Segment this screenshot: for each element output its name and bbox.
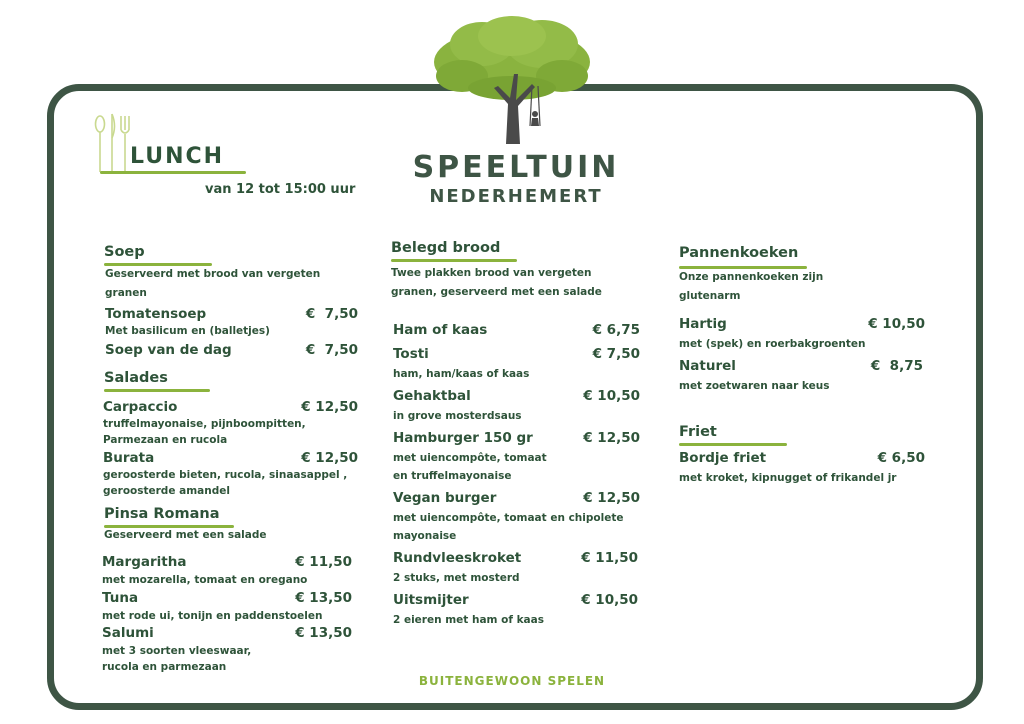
menu-item-price: € 12,50 — [583, 430, 640, 446]
menu-item-name: Tomatensoep — [105, 306, 207, 322]
section-desc: Geserveerd met brood van vergeten — [105, 268, 321, 280]
section-underline — [104, 389, 210, 392]
menu-item-name: Gehaktbal — [393, 388, 471, 404]
menu-item-price: € 10,50 — [868, 316, 925, 332]
menu-item-desc: met kroket, kipnugget of frikandel jr — [679, 472, 897, 484]
menu-item-desc: en truffelmayonaise — [393, 470, 512, 482]
section-underline — [391, 259, 517, 262]
brand-location: NEDERHEMERT — [429, 186, 603, 207]
menu-item-name: Hamburger 150 gr — [393, 430, 533, 446]
menu-item-desc: geroosterde bieten, rucola, sinaasappel , — [103, 469, 348, 481]
menu-item-price: € 12,50 — [301, 450, 358, 466]
footer-tagline: BUITENGEWOON SPELEN — [418, 674, 606, 688]
menu-item-desc: in grove mosterdsaus — [393, 410, 522, 422]
menu-item-price: € 6,50 — [877, 450, 925, 466]
menu-item-desc: met uiencompôte, tomaat — [393, 452, 547, 464]
menu-item-name: Margaritha — [102, 554, 187, 570]
lunch-underline — [100, 171, 246, 174]
menu-item-price: € 6,75 — [592, 322, 640, 338]
menu-item-name: Naturel — [679, 358, 736, 374]
menu-item-desc: met mozarella, tomaat en oregano — [102, 574, 308, 586]
menu-item-name: Tuna — [102, 590, 139, 606]
menu-item-desc: truffelmayonaise, pijnboompitten, — [103, 418, 306, 430]
menu-item-price: € 8,75 — [870, 358, 923, 374]
menu-item-desc: 2 eieren met ham of kaas — [393, 614, 544, 626]
section-desc: granen, geserveerd met een salade — [391, 286, 602, 298]
menu-item-price: € 12,50 — [583, 490, 640, 506]
menu-item-name: Carpaccio — [103, 399, 178, 415]
menu-item-price: € 12,50 — [301, 399, 358, 415]
menu-item-desc: met 3 soorten vleeswaar, — [102, 645, 252, 657]
menu-item-price: € 7,50 — [305, 342, 358, 358]
menu-item-price: € 7,50 — [305, 306, 358, 322]
menu-item-price: € 11,50 — [581, 550, 638, 566]
menu-item-name: Uitsmijter — [393, 592, 469, 608]
menu-item-price: € 10,50 — [581, 592, 638, 608]
menu-item-price: € 13,50 — [295, 625, 352, 641]
section-desc: glutenarm — [679, 290, 741, 302]
cutlery-icon — [93, 112, 131, 174]
menu-item-desc: Met basilicum en (balletjes) — [105, 325, 270, 337]
menu-item-name: Bordje friet — [679, 450, 767, 466]
section-title-salades: Salades — [104, 370, 168, 386]
section-title-friet: Friet — [679, 424, 717, 440]
menu-item-desc: geroosterde amandel — [103, 485, 230, 497]
section-title-pannenkoeken: Pannenkoeken — [679, 245, 799, 261]
menu-item-desc: met uiencompôte, tomaat en chipolete — [393, 512, 624, 524]
menu-item-name: Salumi — [102, 625, 154, 641]
menu-item-name: Rundvleeskroket — [393, 550, 522, 566]
menu-item-desc: Parmezaan en rucola — [103, 434, 228, 446]
menu-item-name: Hartig — [679, 316, 727, 332]
section-desc: Geserveerd met een salade — [104, 529, 267, 541]
section-underline — [679, 443, 787, 446]
menu-item-desc: met zoetwaren naar keus — [679, 380, 830, 392]
menu-item-desc: 2 stuks, met mosterd — [393, 572, 520, 584]
menu-item-desc: mayonaise — [393, 530, 457, 542]
menu-item-desc: ham, ham/kaas of kaas — [393, 368, 530, 380]
section-title-soep: Soep — [104, 244, 145, 260]
menu-item-price: € 13,50 — [295, 590, 352, 606]
menu-item-desc: met (spek) en roerbakgroenten — [679, 338, 866, 350]
section-desc: Twee plakken brood van vergeten — [391, 267, 592, 279]
lunch-title: LUNCH — [130, 144, 225, 169]
brand-name: SPEELTUIN — [412, 150, 620, 185]
menu-item-desc: rucola en parmezaan — [102, 661, 227, 673]
menu-item-price: € 11,50 — [295, 554, 352, 570]
menu-item-price: € 7,50 — [592, 346, 640, 362]
menu-item-name: Vegan burger — [393, 490, 497, 506]
menu-item-name: Tosti — [393, 346, 429, 362]
section-desc: granen — [105, 287, 147, 299]
menu-item-name: Burata — [103, 450, 155, 466]
lunch-hours: van 12 tot 15:00 uur — [205, 182, 356, 197]
menu-item-name: Ham of kaas — [393, 322, 488, 338]
menu-item-name: Soep van de dag — [105, 342, 232, 358]
menu-item-desc: met rode ui, tonijn en paddenstoelen — [102, 610, 323, 622]
section-desc: Onze pannenkoeken zijn — [679, 271, 824, 283]
tree-swing-logo — [432, 14, 592, 144]
menu-item-price: € 10,50 — [583, 388, 640, 404]
section-title-brood: Belegd brood — [391, 240, 501, 256]
section-title-pinsa: Pinsa Romana — [104, 506, 220, 522]
